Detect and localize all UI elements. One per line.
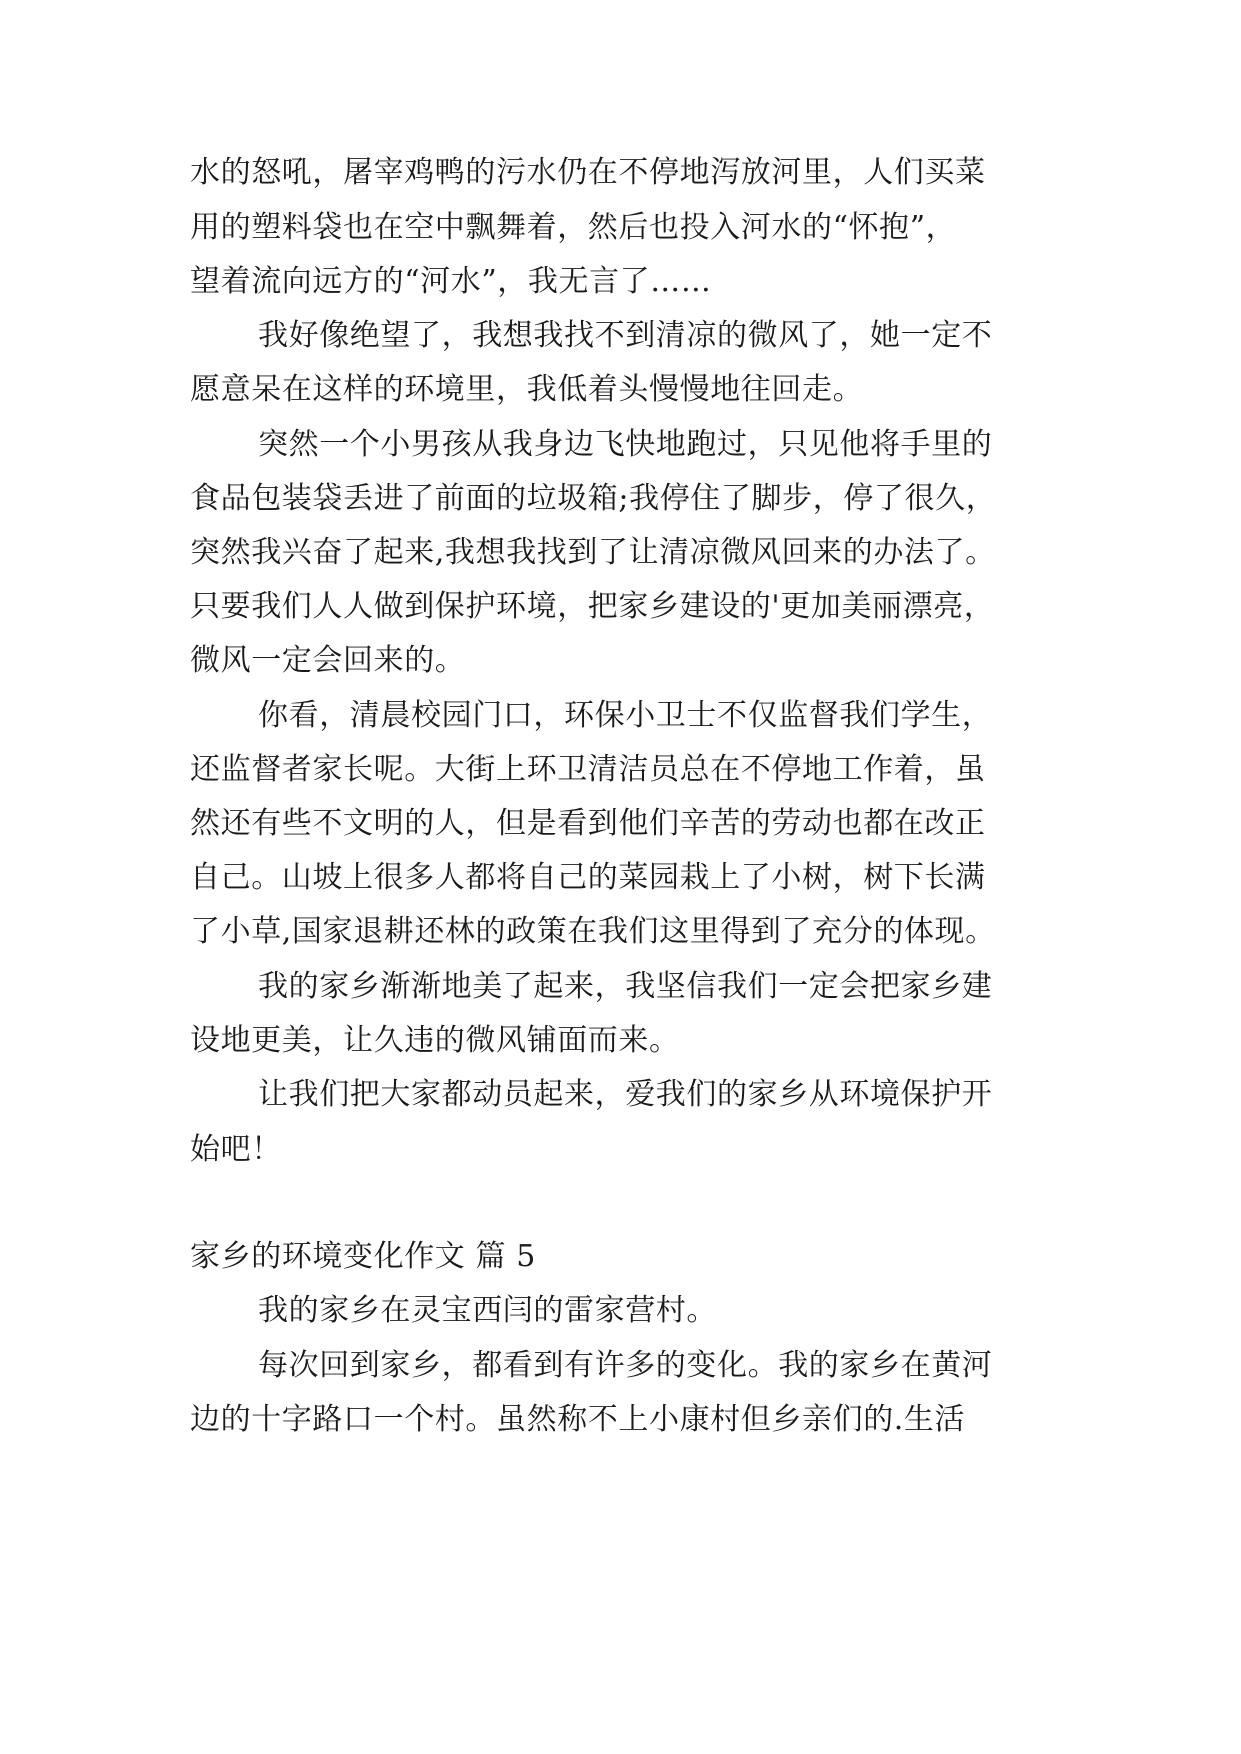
text-line: 设地更美，让久违的微风铺面而来。 (190, 1023, 680, 1058)
paragraph-start-line: 每次回到家乡，都看到有许多的变化。我的家乡在黄河 (258, 1348, 993, 1383)
text-line: 食品包装袋丢进了前面的垃圾箱;我停住了脚步，停了很久， (190, 481, 997, 516)
text-line: 然还有些不文明的人，但是看到他们辛苦的劳动也都在改正 (190, 806, 986, 841)
text-line: 始吧！ (190, 1132, 282, 1167)
text-line: 还监督者家长呢。大街上环卫清洁员总在不停地工作着，虽 (190, 752, 986, 787)
text-line: 愿意呆在这样的环境里，我低着头慢慢地往回走。 (190, 372, 864, 407)
text-line: 望着流向远方的“河水”，我无言了…… (190, 264, 712, 299)
text-line: 用的塑料袋也在空中飘舞着，然后也投入河水的“怀抱”， (190, 210, 957, 245)
paragraph-start-line: 我的家乡渐渐地美了起来，我坚信我们一定会把家乡建 (258, 969, 993, 1004)
text-line: 了小草,国家退耕还林的政策在我们这里得到了充分的体现。 (190, 914, 996, 949)
paragraph-start-line: 突然一个小男孩从我身边飞快地跑过，只见他将手里的 (258, 427, 993, 462)
text-line: 突然我兴奋了起来,我想我找到了让清凉微风回来的办法了。 (190, 535, 996, 570)
paragraph-start-line: 你看，清晨校园门口，环保小卫士不仅监督我们学生， (258, 698, 993, 733)
paragraph-start-line: 我的家乡在灵宝西闫的雷家营村。 (258, 1293, 717, 1328)
text-line: 微风一定会回来的。 (190, 643, 466, 678)
paragraph-start-line: 我好像绝望了，我想我找不到清凉的微风了，她一定不 (258, 318, 993, 353)
paragraph-start-line: 让我们把大家都动员起来，爱我们的家乡从环境保护开 (258, 1077, 993, 1112)
text-line: 边的十字路口一个村。虽然称不上小康村但乡亲们的.生活 (190, 1402, 966, 1437)
section-heading: 家乡的环境变化作文 篇 5 (190, 1239, 536, 1274)
text-line: 自己。山坡上很多人都将自己的菜园栽上了小树，树下长满 (190, 860, 986, 895)
text-line: 水的怒吼，屠宰鸡鸭的污水仍在不停地泻放河里，人们买菜 (190, 155, 986, 190)
text-line: 只要我们人人做到保护环境，把家乡建设的'更加美丽漂亮， (190, 589, 995, 624)
